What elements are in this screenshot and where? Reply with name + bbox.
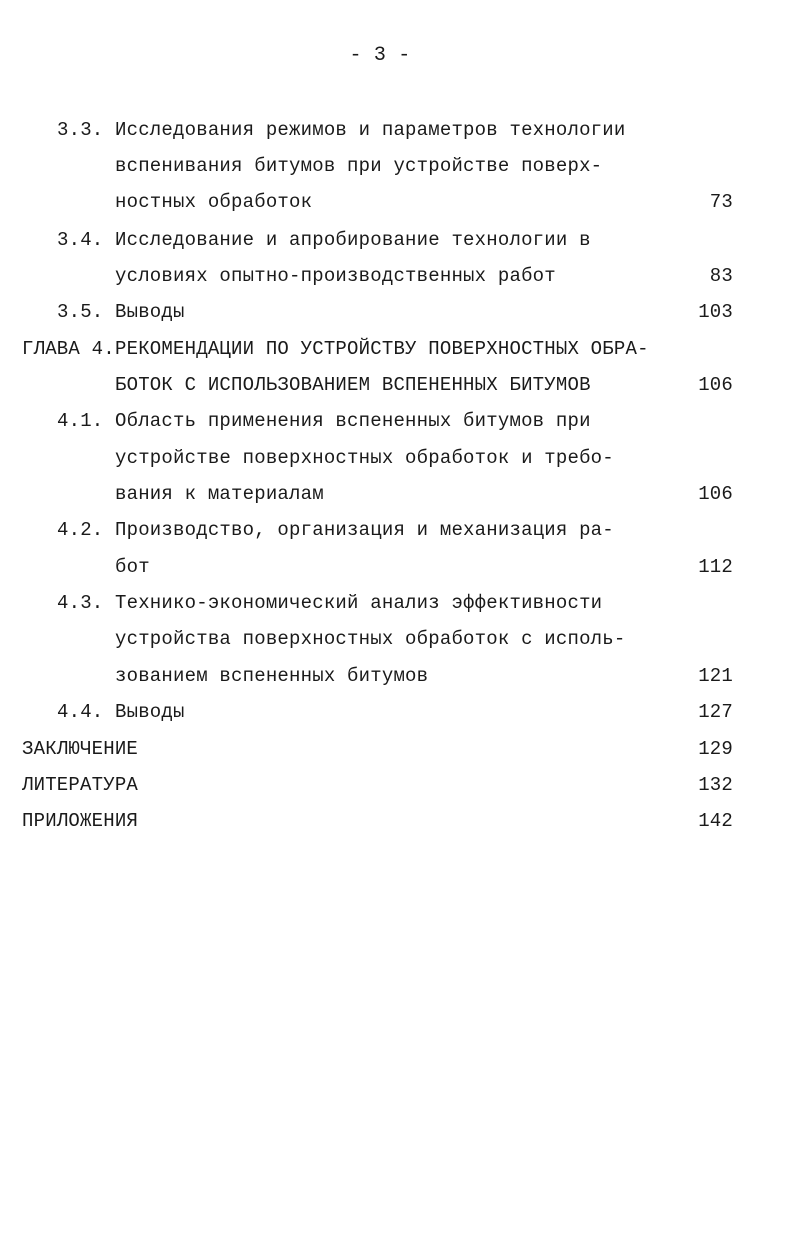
toc-page-number: 73: [709, 191, 733, 213]
toc-entry-number: 4.1.: [57, 410, 104, 432]
toc-entry-number: 4.3.: [57, 592, 104, 614]
toc-section-title: ПРИЛОЖЕНИЯ: [22, 810, 139, 832]
toc-entry-title-line: Исследование и апробирование технологии в: [115, 229, 591, 251]
toc-entry-title-line: Производство, организация и механизация ра-: [115, 519, 614, 541]
toc-page-number: 121: [698, 665, 733, 687]
toc-entry-title-line: бот: [115, 556, 150, 578]
toc-chapter-title-line: РЕКОМЕНДАЦИИ ПО УСТРОЙСТВУ ПОВЕРХНОСТНЫХ ОБРА-: [115, 338, 649, 360]
toc-page-number: 83: [709, 265, 733, 287]
toc-section-title: ЗАКЛЮЧЕНИЕ: [22, 738, 139, 760]
page-number: - 3 -: [349, 44, 411, 67]
toc-page-number: 132: [698, 774, 733, 796]
toc-page-number: 106: [698, 483, 733, 505]
toc-entry-number: 4.2.: [57, 519, 104, 541]
toc-entry-title-line: устройстве поверхностных обработок и требо-: [115, 447, 614, 469]
toc-entry-title-line: ностных обработок: [115, 191, 313, 213]
toc-entry-title-line: условиях опытно-производственных работ: [115, 265, 556, 287]
toc-entry-title-line: вания к материалам: [115, 483, 324, 505]
toc-page-number: 142: [698, 810, 733, 832]
toc-entry-title-line: Технико-экономический анализ эффективности: [115, 592, 603, 614]
toc-chapter-number: ГЛАВА 4.: [22, 338, 115, 360]
toc-entry-title-line: зованием вспененных битумов: [115, 665, 429, 687]
toc-page-number: 112: [698, 556, 733, 578]
toc-entry-number: 3.5.: [57, 301, 104, 323]
toc-entry-number: 4.4.: [57, 701, 104, 723]
toc-page-number: 103: [698, 301, 733, 323]
toc-entry-title-line: Область применения вспененных битумов при: [115, 410, 591, 432]
toc-chapter-title-line: БОТОК С ИСПОЛЬЗОВАНИЕМ ВСПЕНЕННЫХ БИТУМОВ: [115, 374, 591, 396]
toc-page-number: 127: [698, 701, 733, 723]
toc-section-title: ЛИТЕРАТУРА: [22, 774, 139, 796]
toc-entry-title-line: Выводы: [115, 301, 185, 323]
toc-entry-title-line: устройства поверхностных обработок с исполь-: [115, 628, 626, 650]
toc-entry-title-line: Выводы: [115, 701, 185, 723]
toc-entry-title-line: вспенивания битумов при устройстве поверх-: [115, 155, 603, 177]
toc-entry-number: 3.3.: [57, 119, 104, 141]
toc-page-number: 106: [698, 374, 733, 396]
toc-page-number: 129: [698, 738, 733, 760]
toc-entry-title-line: Исследования режимов и параметров технологии: [115, 119, 626, 141]
toc-entry-number: 3.4.: [57, 229, 104, 251]
